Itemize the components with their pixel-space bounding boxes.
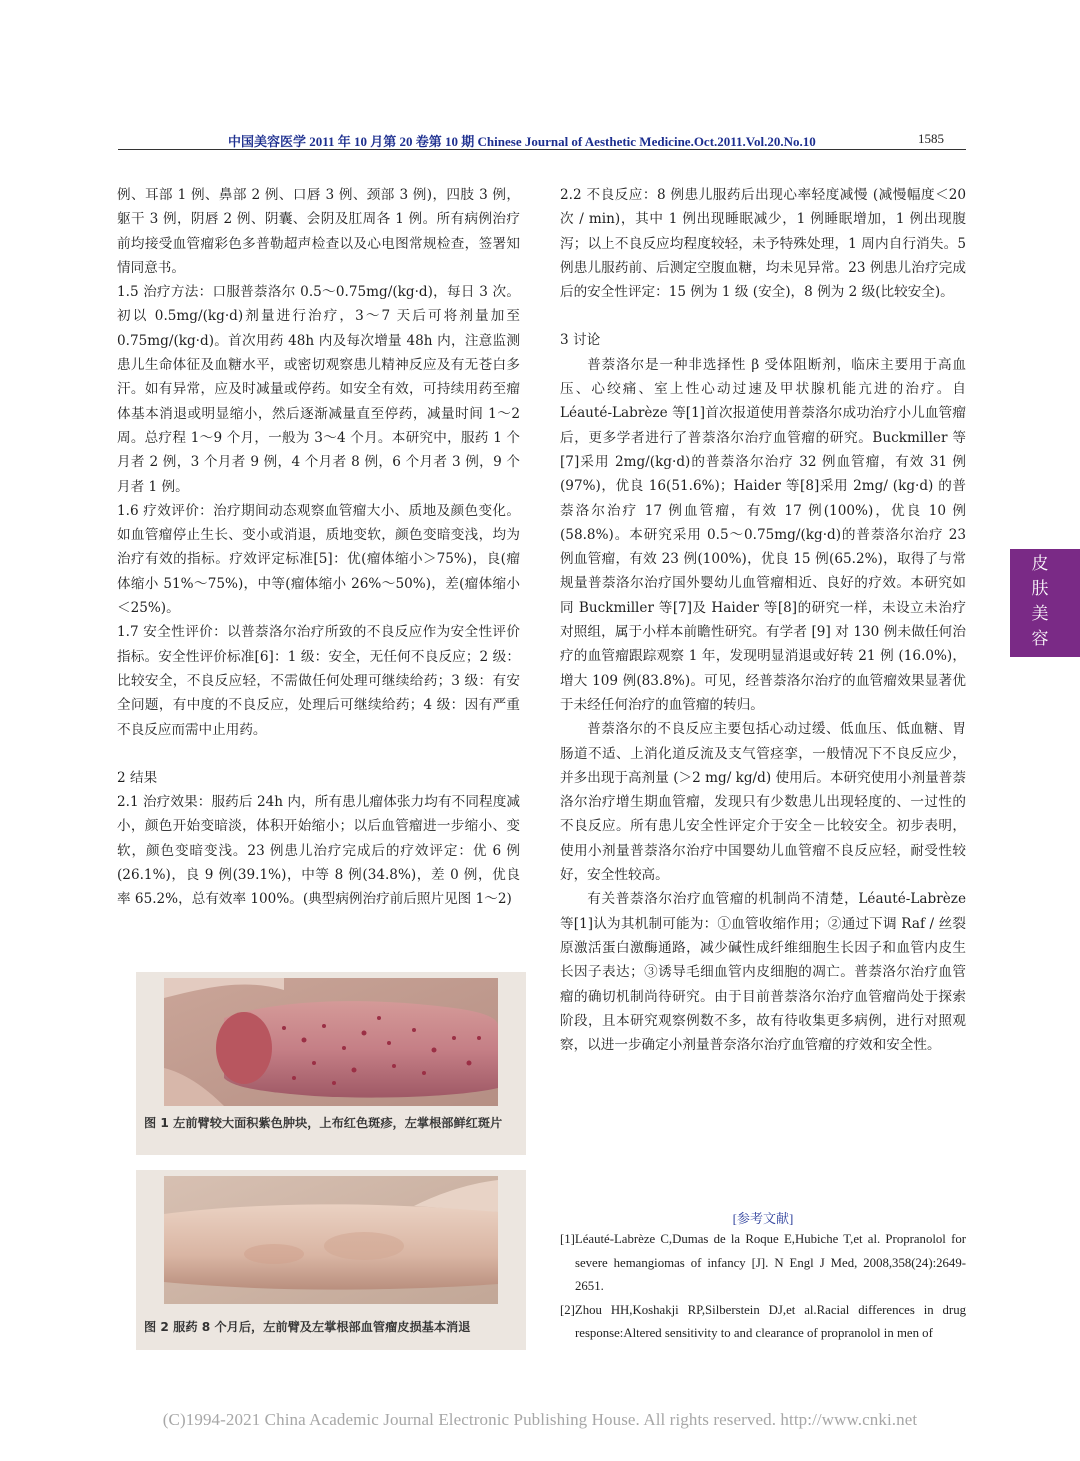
paragraph: 例、耳部 1 例、鼻部 2 例、口唇 3 例、颈部 3 例)，四肢 3 例，躯干 3 例，阴唇 2 例、阴囊、会阴及肛周各 1 例。所有病例治疗前均接受血管瘤彩色多普勒超声检查以及心电图常规检查，签署知情同意书。 xyxy=(117,187,520,276)
figure-2 xyxy=(136,1170,526,1350)
figure-1 xyxy=(136,972,526,1155)
references-list xyxy=(560,1228,966,1346)
paragraph-1-7: 1.7 安全性评价：以普萘洛尔治疗所致的不良反应作为安全性评价指标。安全性评价标准[6]：1 级：安全，无任何不良反应；2 级：比较安全，不良反应轻，不需做任何处理可继续给药；3 级：有安全问题，有中度的不良反应，处理后可继续给药；4 级：因有严重不良反应而需中止用药。 xyxy=(117,624,520,738)
running-header xyxy=(118,128,966,150)
header-rule xyxy=(118,149,966,150)
reference-item: [2]Zhou HH,Koshakji RP,Silberstein DJ,et al.Racial differences in drug response:Altered sensitivity to and clearance of propranolol in men of xyxy=(560,1302,966,1340)
forearm-photo-after xyxy=(164,1176,498,1304)
side-tab-char: 容 xyxy=(1031,629,1049,649)
right-column xyxy=(560,183,966,1057)
paragraph-discussion-3: 有关普萘洛尔治疗血管瘤的机制尚不清楚，Léauté-Labrèze 等[1]认为其机制可能为：①血管收缩作用；②通过下调 Raf / 丝裂原激活蛋白激酶通路，减少碱性成纤维细胞生长因子和血管内皮生长因子表达；③诱导毛细血管内皮细胞的凋亡。普萘洛尔治疗血管瘤的确切机制尚待研究。由于目前普萘洛尔治疗血管瘤尚处于探索阶段，且本研究观察例数不多，故有待收集更多病例，进行对照观察，以进一步确定小剂量普奈洛尔治疗血管瘤的疗效和安全性。 xyxy=(560,891,966,1054)
side-tab-char: 肤 xyxy=(1031,579,1049,599)
section-heading-results: 2 结果 xyxy=(117,769,158,786)
paragraph-2-1: 2.1 治疗效果：服药后 24h 内，所有患儿瘤体张力均有不同程度减小，颜色开始变暗淡，体积开始缩小；以后血管瘤进一步缩小、变软，颜色变暗变浅。23 例患儿治疗完成后的疗效评定：优 6 例(26.1%)，良 9 例(39.1%)，中等 8 例(34.8%)，差 0 例，优良率 65.2%，总有效率 100%。(典型病例治疗前后照片见图 1～2) xyxy=(117,794,520,908)
paragraph-discussion-2: 普萘洛尔的不良反应主要包括心动过缓、低血压、低血糖、胃肠道不适、上消化道反流及支气管痉挛，一般情况下不良反应少，并多出现于高剂量 (＞2 mg/ kg/d) 使用后。本研究使用小剂量普萘洛尔治疗增生期血管瘤，发现只有少数患儿出现轻度的、一过性的不良反应。所有患儿安全性评定介于安全－比较安全。初步表明，使用小剂量普萘洛尔治疗中国婴幼儿血管瘤不良反应轻，耐受性较好，安全性较高。 xyxy=(560,721,966,884)
page-number: 1585 xyxy=(918,131,944,146)
paragraph-discussion-1: 普萘洛尔是一种非选择性 β 受体阻断剂，临床主要用于高血压、心绞痛、室上性心动过速及甲状腺机能亢进的治疗。自 Léauté-Labrèze 等[1]首次报道使用普萘洛尔成功治疗小儿血管瘤后，更多学者进行了普萘洛尔治疗血管瘤的研究。Buckmiller 等[7]采用 2mg/(kg·d)的普萘洛尔治疗 32 例血管瘤，有效 31 例(97%)，优良 16(51.6%)；Haider 等[8]采用 2mg/ (kg·d) 的普萘洛尔治疗 17 例血管瘤，有效 17 例(100%)，优良 10 例(58.8%)。本研究采用 0.5～0.75mg/(kg·d)的普萘洛尔治疗 23 例血管瘤，有效 23 例(100%)，优良 15 例(65.2%)，取得了与常规量普萘洛尔治疗国外婴幼儿血管瘤相近、良好的疗效。本研究如同 Buckmiller 等[7]及 Haider 等[8]的研究一样，未设立未治疗对照组，属于小样本前瞻性研究。有学者 [9] 对 130 例未做任何治疗的血管瘤跟踪观察 1 年，发现明显消退或好转 21 例 (16.0%)，增大 109 例(83.8%)。可见，经普萘洛尔治疗的血管瘤效果显著优于未经任何治疗的血管瘤的转归。 xyxy=(560,356,966,713)
forearm-photo-before xyxy=(164,978,498,1106)
paragraph-2-2: 2.2 不良反应：8 例患儿服药后出现心率轻度减慢 (减慢幅度＜20 次 / min)，其中 1 例出现睡眠减少，1 例睡眠增加，1 例出现腹泻；以上不良反应均程度较轻，未予特殊处理，1 周内自行消失。5 例患儿服药前、后测定空腹血糖，均未见异常。23 例患儿治疗完成后的安全性评定：15 例为 1 级 (安全)，8 例为 2 级(比较安全)。 xyxy=(560,187,966,301)
figure-1-caption: 图 1 左前臂较大面积紫色肿块，上布红色斑疹，左掌根部鲜红斑片 xyxy=(144,1116,503,1130)
figure-2-caption: 图 2 服药 8 个月后，左前臂及左掌根部血管瘤皮损基本消退 xyxy=(144,1320,471,1334)
side-tab-char: 皮 xyxy=(1031,554,1049,574)
side-tab-char: 美 xyxy=(1031,604,1049,624)
section-side-tab xyxy=(1010,549,1080,657)
section-heading-discussion: 3 讨论 xyxy=(560,332,601,349)
left-column xyxy=(117,183,520,912)
copyright-footer: (C)1994-2021 China Academic Journal Electronic Publishing House. All rights reserved. http://www.cnki.net xyxy=(162,1410,918,1429)
journal-line: 中国美容医学 2011 年 10 月第 20 卷第 10 期 Chinese Journal of Aesthetic Medicine.Oct.2011.Vol.20.No.10 xyxy=(228,134,816,149)
paragraph-1-6: 1.6 疗效评价：治疗期间动态观察血管瘤大小、质地及颜色变化。如血管瘤停止生长、变小或消退，质地变软，颜色变暗变浅，均为治疗有效的指标。疗效评定标准[5]：优(瘤体缩小＞75%)，良(瘤体缩小 51%～75%)，中等(瘤体缩小 26%～50%)，差(瘤体缩小＜25%)。 xyxy=(117,502,520,617)
reference-item: [1]Léauté-Labrèze C,Dumas de la Roque E,Hubiche T,et al. Propranolol for severe hemangiomas of infancy [J]. N Engl J Med, 2008,358(24):2649-2651. xyxy=(560,1232,966,1293)
references-title: [参考文献] xyxy=(732,1211,794,1226)
paragraph-1-5: 1.5 治疗方法：口服普萘洛尔 0.5～0.75mg/(kg·d)，每日 3 次。初以 0.5mg/(kg·d)剂量进行治疗，3～7 天后可将剂量加至 0.75mg/(kg·d)。首次用药 48h 内及每次增量 48h 内，注意监测患儿生命体征及血糖水平，或密切观察患儿精神反应及有无苍白多汗。如有异常，应及时减量或停药。如安全有效，可持续用药至瘤体基本消退或明显缩小，然后逐渐减量直至停药，减量时间 1～2 周。总疗程 1～9 个月，一般为 3～4 个月。本研究中，服药 1 个月者 2 例，3 个月者 9 例，4 个月者 8 例，6 个月者 3 例，9 个月者 1 例。 xyxy=(117,284,520,495)
